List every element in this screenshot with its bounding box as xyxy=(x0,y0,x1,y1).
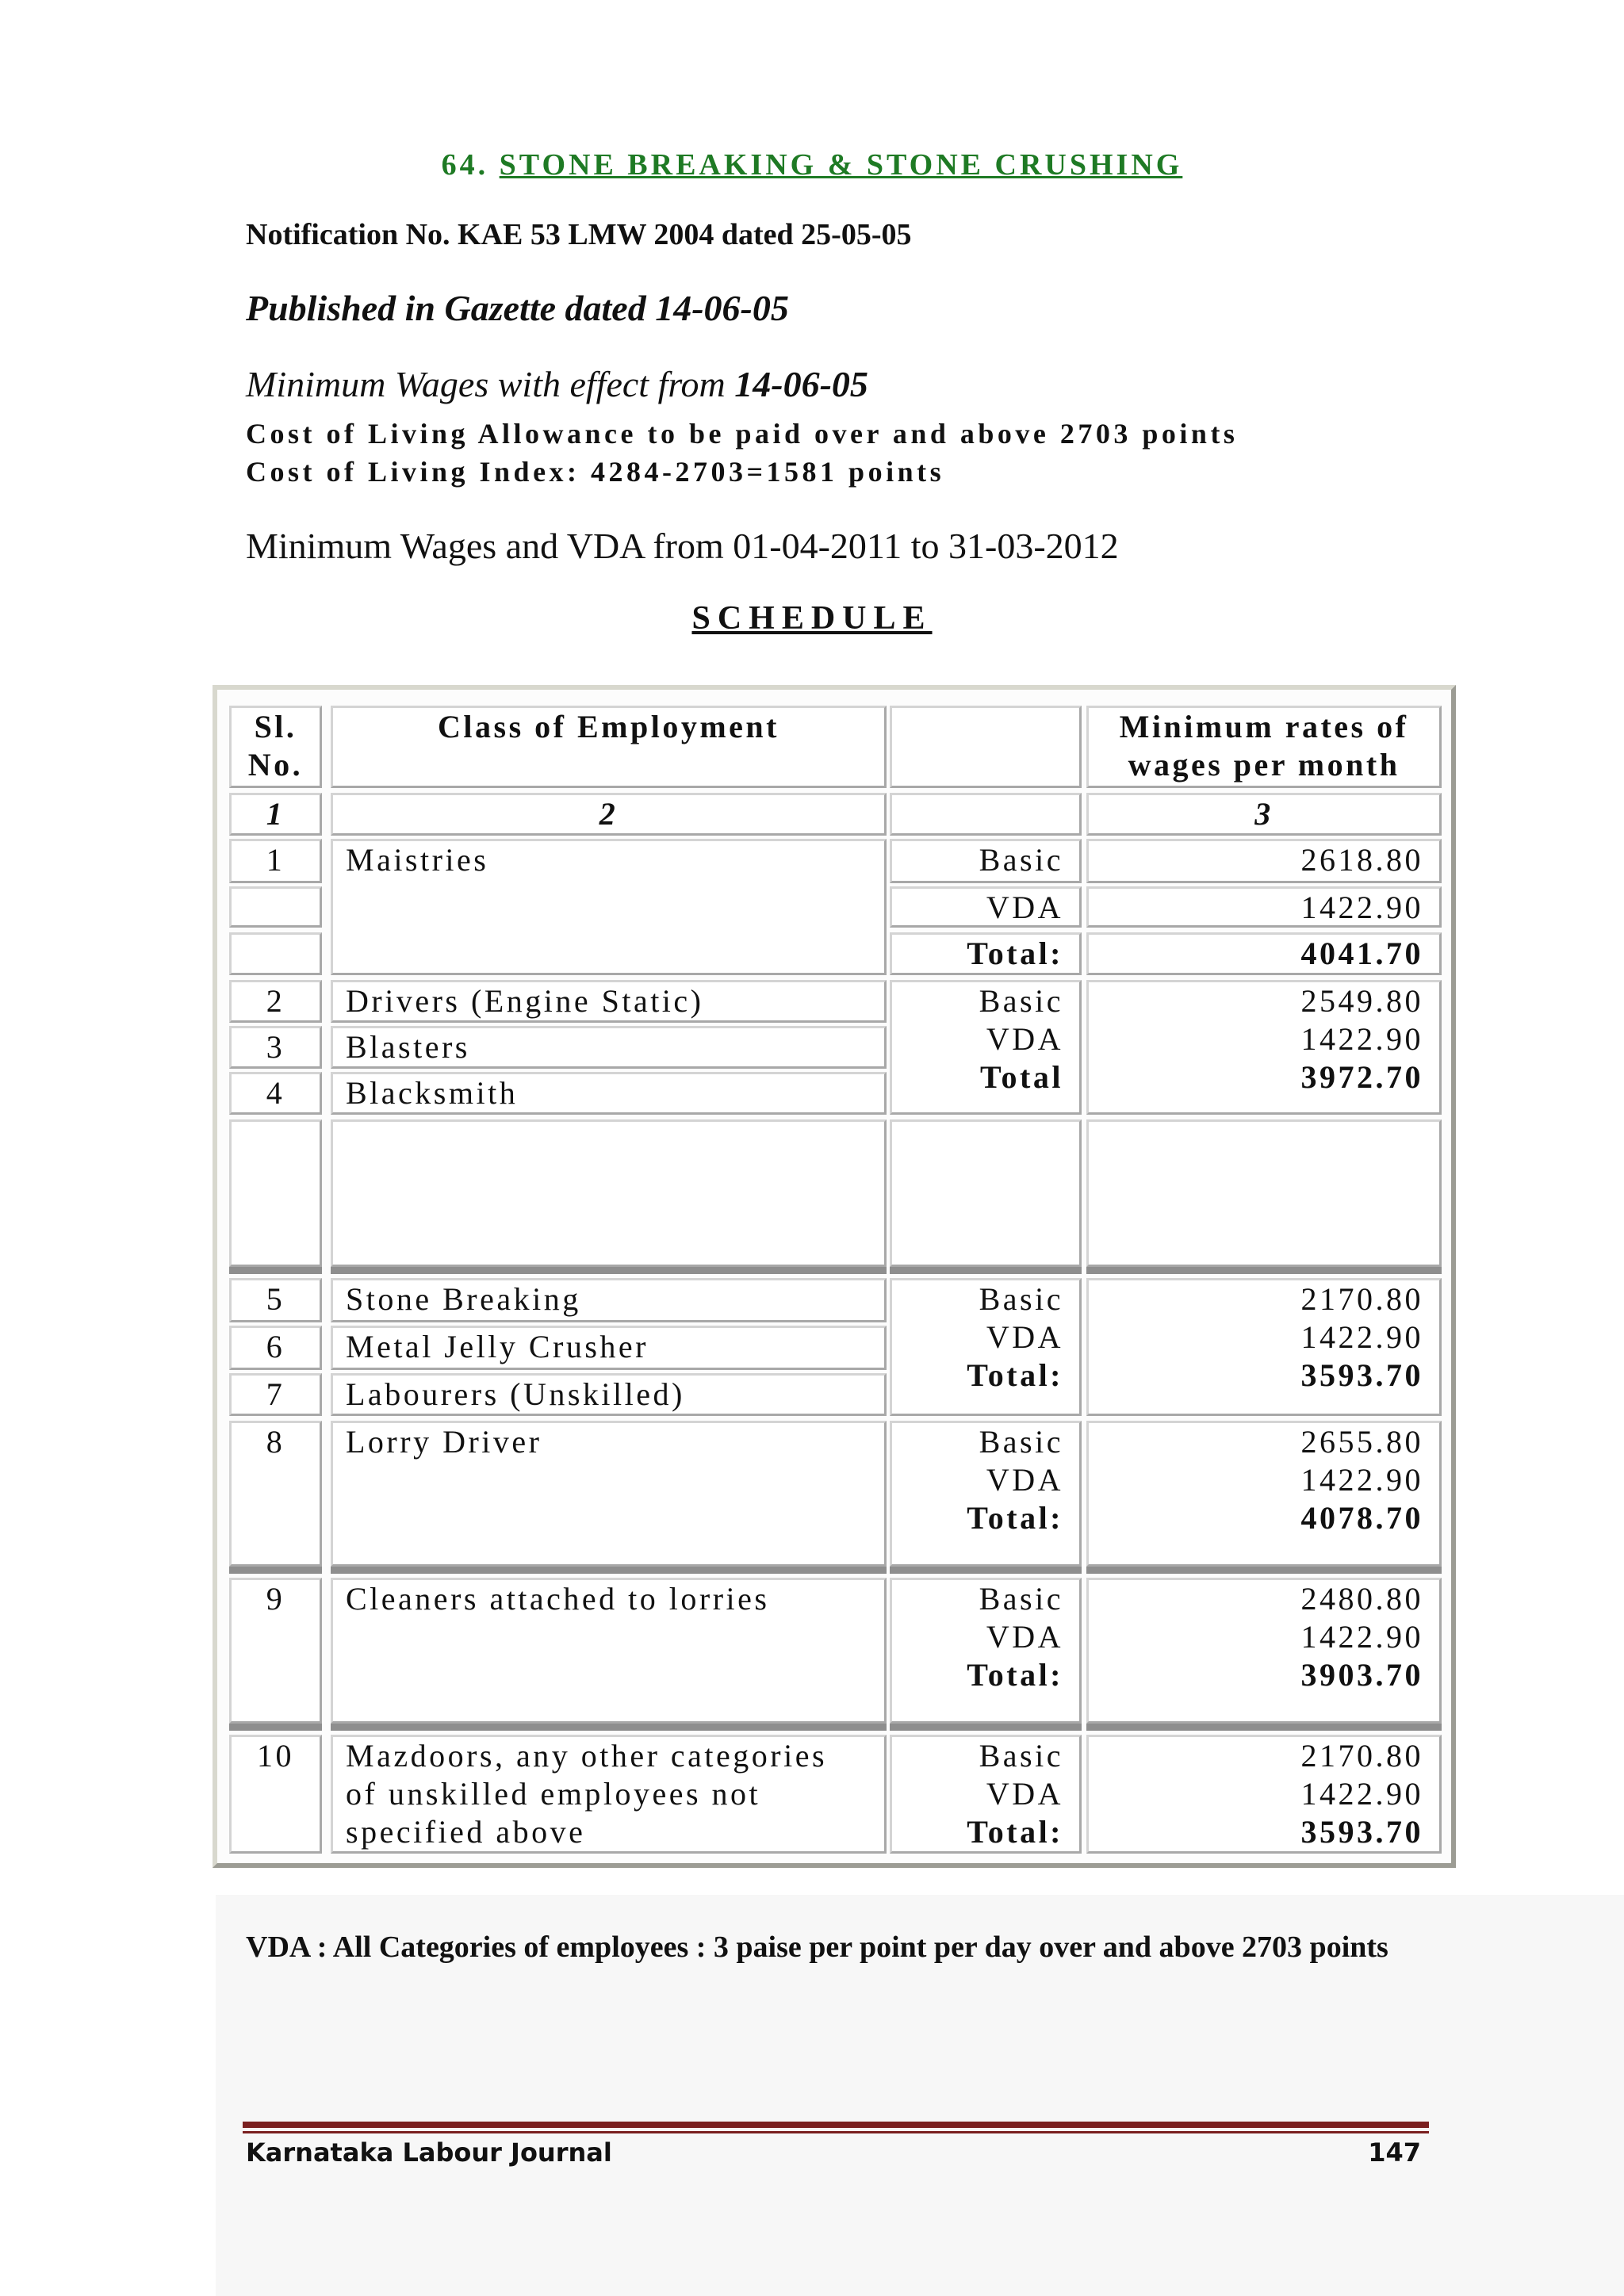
row-8-sl: 8 xyxy=(229,1421,322,1567)
group-5-7-total-label: Total: xyxy=(967,1357,1063,1393)
row-1-vda-value: 1422.90 xyxy=(1086,886,1442,928)
header-sl-line1: Sl. xyxy=(254,709,297,744)
separator xyxy=(229,1267,322,1274)
row-1-total-label: Total: xyxy=(890,932,1082,975)
header-label-blank xyxy=(890,706,1082,788)
header-rates-line1: Minimum rates of xyxy=(1119,709,1409,744)
separator xyxy=(331,1267,887,1274)
row-9-total-value: 3903.70 xyxy=(1300,1657,1423,1693)
blank-row-class xyxy=(331,1119,887,1267)
blank-row-label xyxy=(890,1119,1082,1267)
row-2-sl: 2 xyxy=(229,980,322,1023)
section-title xyxy=(0,147,1624,182)
row-10-vda-value: 1422.90 xyxy=(1300,1776,1423,1812)
row-10-basic-value: 2170.80 xyxy=(1300,1738,1423,1774)
group-5-7-labels xyxy=(890,1278,1082,1416)
min-wages-effect-prefix: Minimum Wages with effect from xyxy=(246,364,726,404)
group-5-7-basic-value: 2170.80 xyxy=(1300,1281,1423,1317)
row-1-sl-blank-a xyxy=(229,886,322,928)
row-9-vda-label: VDA xyxy=(986,1619,1063,1655)
row-8-basic-label: Basic xyxy=(979,1424,1063,1460)
row-8-values xyxy=(1086,1421,1442,1567)
gazette-line: Published in Gazette dated 14-06-05 xyxy=(246,288,789,328)
group-2-4-total-label: Total xyxy=(980,1059,1063,1095)
group-2-4-total-value: 3972.70 xyxy=(1300,1059,1423,1095)
row-9-values xyxy=(1086,1578,1442,1724)
footer-rule-thin xyxy=(243,2131,1429,2133)
row-6-sl: 6 xyxy=(229,1326,322,1370)
group-2-4-vda-value: 1422.90 xyxy=(1300,1021,1423,1057)
separator xyxy=(890,1267,1082,1274)
row-1-sl: 1 xyxy=(229,839,322,883)
row-9-vda-value: 1422.90 xyxy=(1300,1619,1423,1655)
row-10-class-line2: of unskilled employees not xyxy=(346,1776,761,1812)
min-wages-effect-line xyxy=(246,363,868,405)
row-9-labels xyxy=(890,1578,1082,1724)
row-3-class: Blasters xyxy=(331,1026,887,1069)
group-2-4-labels xyxy=(890,980,1082,1115)
row-1-basic-label: Basic xyxy=(890,839,1082,883)
col-number-1: 1 xyxy=(229,793,322,836)
row-5-sl: 5 xyxy=(229,1278,322,1322)
col-number-3: 3 xyxy=(1086,793,1442,836)
row-10-basic-label: Basic xyxy=(979,1738,1063,1774)
row-9-basic-label: Basic xyxy=(979,1581,1063,1617)
separator xyxy=(229,1724,322,1731)
row-10-vda-label: VDA xyxy=(986,1776,1063,1812)
footer-journal-name: Karnataka Labour Journal xyxy=(246,2137,612,2168)
row-4-sl: 4 xyxy=(229,1072,322,1115)
row-10-values xyxy=(1086,1735,1442,1854)
schedule-heading: SCHEDULE xyxy=(691,600,933,637)
separator xyxy=(1086,1724,1442,1731)
row-8-class: Lorry Driver xyxy=(331,1421,887,1567)
blank-row-value xyxy=(1086,1119,1442,1267)
row-9-total-label: Total: xyxy=(967,1657,1063,1693)
row-4-class: Blacksmith xyxy=(331,1072,887,1115)
separator xyxy=(331,1567,887,1574)
row-10-total-label: Total: xyxy=(967,1814,1063,1850)
row-9-sl: 9 xyxy=(229,1578,322,1724)
row-3-sl: 3 xyxy=(229,1026,322,1069)
row-10-total-value: 3593.70 xyxy=(1300,1814,1423,1850)
row-5-class: Stone Breaking xyxy=(331,1278,887,1322)
row-1-vda-label: VDA xyxy=(890,886,1082,928)
group-2-4-vda-label: VDA xyxy=(986,1021,1063,1057)
header-rates-line2: wages per month xyxy=(1128,747,1400,783)
group-2-4-values xyxy=(1086,980,1442,1115)
cola-line-2: Cost of Living Index: 4284-2703=1581 points xyxy=(246,456,945,488)
blank-row-sl xyxy=(229,1119,322,1267)
period-line: Minimum Wages and VDA from 01-04-2011 to 31-03-2012 xyxy=(246,526,1119,566)
footer-rule xyxy=(243,2122,1429,2128)
group-5-7-basic-label: Basic xyxy=(979,1281,1063,1317)
separator xyxy=(890,1724,1082,1731)
header-class-of-employment: Class of Employment xyxy=(331,706,887,788)
row-8-labels xyxy=(890,1421,1082,1567)
group-2-4-basic-label: Basic xyxy=(979,983,1063,1019)
row-10-sl: 10 xyxy=(229,1735,322,1854)
header-min-rates xyxy=(1086,706,1442,788)
group-2-4-basic-value: 2549.80 xyxy=(1300,983,1423,1019)
cola-line-1: Cost of Living Allowance to be paid over and above 2703 points xyxy=(246,418,1239,450)
separator xyxy=(1086,1567,1442,1574)
row-7-class: Labourers (Unskilled) xyxy=(331,1373,887,1416)
row-6-class: Metal Jelly Crusher xyxy=(331,1326,887,1370)
group-5-7-vda-value: 1422.90 xyxy=(1300,1319,1423,1355)
row-1-total-value: 4041.70 xyxy=(1086,932,1442,975)
row-8-vda-label: VDA xyxy=(986,1462,1063,1498)
row-7-sl: 7 xyxy=(229,1373,322,1416)
separator xyxy=(229,1567,322,1574)
row-1-class: Maistries xyxy=(331,839,887,975)
section-number: 64. xyxy=(441,148,489,182)
row-9-class: Cleaners attached to lorries xyxy=(331,1578,887,1724)
group-5-7-values xyxy=(1086,1278,1442,1416)
separator xyxy=(890,1567,1082,1574)
group-5-7-vda-label: VDA xyxy=(986,1319,1063,1355)
group-5-7-total-value: 3593.70 xyxy=(1300,1357,1423,1393)
col-number-2: 2 xyxy=(331,793,887,836)
row-8-total-label: Total: xyxy=(967,1500,1063,1536)
separator xyxy=(1086,1267,1442,1274)
row-1-sl-blank-b xyxy=(229,932,322,975)
vda-note: VDA : All Categories of employees : 3 paise per point per day over and above 2703 points xyxy=(246,1931,1388,1964)
row-8-total-value: 4078.70 xyxy=(1300,1500,1423,1536)
col-number-blank xyxy=(890,793,1082,836)
row-10-class-line3: specified above xyxy=(346,1814,586,1850)
footer-page-number: 147 xyxy=(1368,2137,1421,2168)
row-10-class-line1: Mazdoors, any other categories xyxy=(346,1738,828,1774)
row-2-class: Drivers (Engine Static) xyxy=(331,980,887,1023)
row-10-class xyxy=(331,1735,887,1854)
min-wages-effect-date: 14-06-05 xyxy=(734,364,868,404)
row-10-labels xyxy=(890,1735,1082,1854)
row-1-basic-value: 2618.80 xyxy=(1086,839,1442,883)
row-8-vda-value: 1422.90 xyxy=(1300,1462,1423,1498)
header-sl-line2: No. xyxy=(247,747,304,783)
notification-line: Notification No. KAE 53 LMW 2004 dated 25-05-05 xyxy=(246,218,912,251)
section-title-text: STONE BREAKING & STONE CRUSHING xyxy=(499,148,1183,182)
row-8-basic-value: 2655.80 xyxy=(1300,1424,1423,1460)
header-sl-no xyxy=(229,706,322,788)
row-9-basic-value: 2480.80 xyxy=(1300,1581,1423,1617)
separator xyxy=(331,1724,887,1731)
